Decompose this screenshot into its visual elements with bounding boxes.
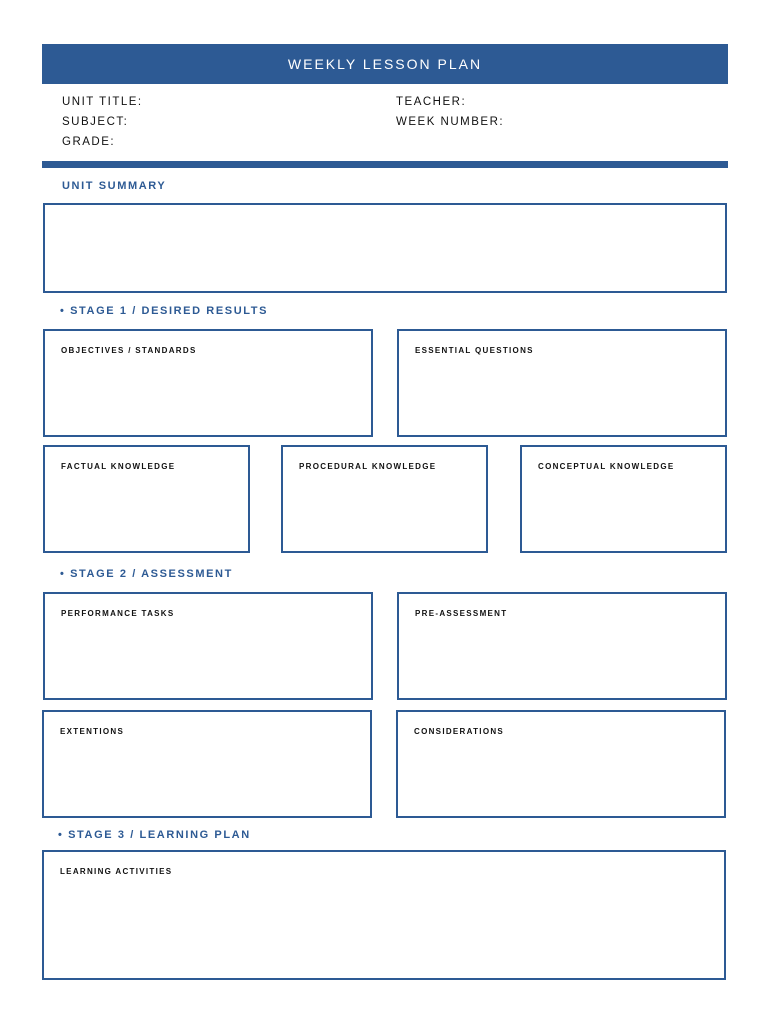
conceptual-knowledge-label: CONCEPTUAL KNOWLEDGE (538, 462, 675, 471)
factual-knowledge-box[interactable] (43, 445, 250, 553)
week-number-field[interactable]: WEEK NUMBER: (396, 116, 505, 128)
essential-questions-label: ESSENTIAL QUESTIONS (415, 346, 534, 355)
performance-tasks-label: PERFORMANCE TASKS (61, 609, 175, 618)
pre-assessment-box[interactable] (397, 592, 727, 700)
pre-assessment-label: PRE-ASSESSMENT (415, 609, 508, 618)
header-divider (42, 161, 728, 168)
stage2-heading: • STAGE 2 / ASSESSMENT (60, 568, 233, 580)
extentions-label: EXTENTIONS (60, 727, 125, 736)
conceptual-knowledge-box[interactable] (520, 445, 727, 553)
grade-field[interactable]: GRADE: (62, 136, 116, 148)
stage3-heading: • STAGE 3 / LEARNING PLAN (58, 829, 251, 841)
essential-questions-box[interactable] (397, 329, 727, 437)
procedural-knowledge-box[interactable] (281, 445, 488, 553)
learning-activities-box[interactable] (42, 850, 726, 980)
subject-field[interactable]: SUBJECT: (62, 116, 129, 128)
unit-title-field[interactable]: UNIT TITLE: (62, 96, 143, 108)
extentions-box[interactable] (42, 710, 372, 818)
unit-summary-heading: UNIT SUMMARY (62, 180, 167, 192)
considerations-label: CONSIDERATIONS (414, 727, 505, 736)
page-title: WEEKLY LESSON PLAN (42, 44, 728, 84)
unit-summary-box[interactable] (43, 203, 727, 293)
objectives-standards-box[interactable] (43, 329, 373, 437)
learning-activities-label: LEARNING ACTIVITIES (60, 867, 173, 876)
considerations-box[interactable] (396, 710, 726, 818)
objectives-standards-label: OBJECTIVES / STANDARDS (61, 346, 197, 355)
performance-tasks-box[interactable] (43, 592, 373, 700)
stage1-heading: • STAGE 1 / DESIRED RESULTS (60, 305, 269, 317)
procedural-knowledge-label: PROCEDURAL KNOWLEDGE (299, 462, 437, 471)
factual-knowledge-label: FACTUAL KNOWLEDGE (61, 462, 176, 471)
teacher-field[interactable]: TEACHER: (396, 96, 467, 108)
